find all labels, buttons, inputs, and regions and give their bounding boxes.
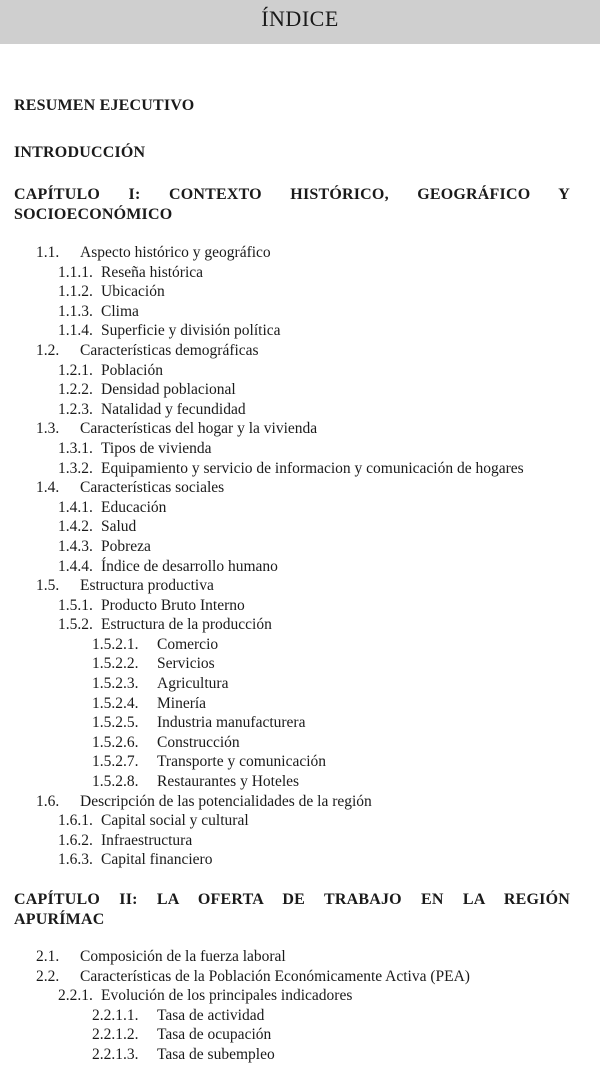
toc-entry-title: Población [101, 361, 163, 379]
toc-entry [0, 597, 600, 617]
toc-entry-number: 1.5.2.1. [92, 635, 139, 653]
toc-entry-number: 1.5.2.8. [92, 773, 139, 791]
toc-entry [0, 460, 600, 480]
toc-entry-title: Pobreza [101, 537, 151, 555]
toc-entry-number: 1.2.1. [58, 361, 93, 379]
toc-entry [0, 479, 600, 499]
toc-entry-number: 1.4.4. [58, 557, 93, 575]
toc-entry [0, 616, 600, 636]
toc-entry [0, 851, 600, 871]
toc-entry [0, 636, 600, 656]
toc-entry [0, 812, 600, 832]
toc-entry [0, 558, 600, 578]
toc-entry-number: 1.2. [36, 341, 60, 359]
toc-entry-number: 1.5.1. [58, 596, 93, 614]
toc-entry [0, 283, 600, 303]
toc-entry-title: Equipamiento y servicio de informacion y comunicación de hogares [101, 459, 524, 477]
toc-entry [0, 793, 600, 813]
toc-entry [0, 655, 600, 675]
toc-entry [0, 577, 600, 597]
toc-entry [0, 773, 600, 793]
toc-entry-number: 1.5.2.6. [92, 733, 139, 751]
toc-entry-title: Construcción [157, 733, 240, 751]
toc-entry [0, 753, 600, 773]
toc-entry [0, 381, 600, 401]
toc-entry-number: 1.2.3. [58, 400, 93, 418]
toc-entry-title: Índice de desarrollo humano [101, 557, 278, 575]
toc-entry-title: Estructura productiva [80, 577, 214, 595]
toc-entry [0, 420, 600, 440]
chapter-1-heading [14, 185, 570, 225]
chapter-1-entries [0, 244, 600, 871]
toc-entry [0, 714, 600, 734]
toc-entry [0, 440, 600, 460]
toc-entry-title: Superficie y división política [101, 322, 281, 340]
toc-entry [0, 303, 600, 323]
toc-entry-number: 1.5.2. [58, 616, 93, 634]
toc-entry [0, 499, 600, 519]
toc-entry-title: Transporte y comunicación [157, 753, 327, 771]
header-bar [0, 0, 600, 44]
toc-entry-title: Evolución de los principales indicadores [101, 987, 353, 1005]
toc-entry [0, 538, 600, 558]
toc-entry-number: 1.1.1. [58, 263, 93, 281]
toc-entry [0, 518, 600, 538]
toc-entry [0, 264, 600, 284]
toc-entry-title: Tasa de subempleo [157, 1045, 275, 1063]
toc-entry-number: 1.2.2. [58, 381, 93, 399]
toc-entry-title: Descripción de las potencialidades de la región [80, 792, 372, 810]
toc-entry-number: 1.1.3. [58, 302, 93, 320]
chapter-2-heading [14, 890, 570, 930]
toc-entry-number: 1.6.3. [58, 851, 93, 869]
toc-entry [0, 675, 600, 695]
toc-entry-number: 1.5. [36, 577, 60, 595]
toc-entry-title: Agricultura [157, 675, 229, 693]
toc-entry-title: Características de la Población Económicamente Activa (PEA) [80, 967, 470, 985]
section-introduccion: INTRODUCCIÓN [14, 144, 146, 161]
toc-entry-number: 2.2.1.2. [92, 1026, 139, 1044]
toc-entry-title: Natalidad y fecundidad [101, 400, 246, 418]
toc-entry [0, 987, 600, 1007]
toc-entry-number: 1.1.4. [58, 322, 93, 340]
toc-entry [0, 734, 600, 754]
toc-entry-title: Producto Bruto Interno [101, 596, 245, 614]
toc-entry-number: 1.4.2. [58, 518, 93, 536]
toc-entry-title: Salud [101, 518, 137, 536]
toc-entry-number: 1.5.2.4. [92, 694, 139, 712]
toc-entry [0, 1007, 600, 1027]
toc-entry-number: 2.2.1.3. [92, 1045, 139, 1063]
toc-entry-number: 1.6.1. [58, 812, 93, 830]
toc-entry-title: Clima [101, 302, 139, 320]
toc-entry-number: 1.6.2. [58, 831, 93, 849]
toc-entry-number: 1.5.2.7. [92, 753, 139, 771]
chapter-1-heading-line2: SOCIOECONÓMICO [14, 206, 173, 223]
toc-entry [0, 968, 600, 988]
toc-entry-title: Características demográficas [80, 341, 259, 359]
chapter-2-heading-line2: APURÍMAC [14, 911, 105, 928]
toc-entry-title: Educación [101, 498, 167, 516]
toc-entry-title: Características sociales [80, 479, 225, 497]
toc-entry [0, 832, 600, 852]
section-resumen-ejecutivo: RESUMEN EJECUTIVO [14, 97, 195, 114]
toc-entry-number: 1.5.2.2. [92, 655, 139, 673]
toc-entry-number: 2.2. [36, 967, 60, 985]
toc-entry-number: 1.1. [36, 244, 60, 261]
toc-entry [0, 1026, 600, 1046]
toc-entry-title: Industria manufacturera [157, 714, 306, 732]
toc-entry-number: 1.3.2. [58, 459, 93, 477]
toc-entry-title: Reseña histórica [101, 263, 204, 281]
toc-entry-title: Infraestructura [101, 831, 193, 849]
chapter-2-entries [0, 948, 600, 1066]
toc-entry [0, 322, 600, 342]
toc-entry [0, 244, 600, 264]
toc-entry-number: 1.5.2.3. [92, 675, 139, 693]
toc-entry-number: 1.4. [36, 479, 60, 497]
toc-entry [0, 401, 600, 421]
toc-entry-number: 2.1. [36, 948, 60, 965]
toc-entry-title: Tipos de vivienda [101, 439, 212, 457]
toc-entry-number: 1.5.2.5. [92, 714, 139, 732]
toc-entry-title: Composición de la fuerza laboral [80, 948, 286, 965]
toc-entry-number: 1.6. [36, 792, 60, 810]
toc-entry-title: Tasa de actividad [157, 1006, 265, 1024]
toc-entry-title: Ubicación [101, 283, 165, 301]
chapter-2-heading-line1: CAPÍTULO II: LA OFERTA DE TRABAJO EN LA REGIÓN [14, 891, 570, 908]
toc-entry [0, 342, 600, 362]
toc-entry [0, 948, 600, 968]
toc-entry-number: 1.3. [36, 420, 60, 438]
chapter-1-heading-line1: CAPÍTULO I: CONTEXTO HISTÓRICO, GEOGRÁFICO Y [14, 186, 570, 203]
toc-entry-title: Aspecto histórico y geográfico [80, 244, 271, 261]
toc-entry-title: Capital social y cultural [101, 812, 249, 830]
toc-entry-number: 1.4.1. [58, 498, 93, 516]
toc-entry-title: Minería [157, 694, 207, 712]
toc-entry-title: Características del hogar y la vivienda [80, 420, 318, 438]
toc-entry-number: 1.4.3. [58, 537, 93, 555]
toc-entry [0, 1046, 600, 1066]
toc-entry-number: 2.2.1.1. [92, 1006, 139, 1024]
toc-entry-title: Servicios [157, 655, 215, 673]
toc-entry [0, 695, 600, 715]
page-title: ÍNDICE [261, 6, 339, 31]
toc-entry-title: Restaurantes y Hoteles [157, 773, 300, 791]
toc-entry-number: 2.2.1. [58, 987, 93, 1005]
toc-entry-title: Tasa de ocupación [157, 1026, 272, 1044]
toc-entry-number: 1.3.1. [58, 439, 93, 457]
toc-entry [0, 362, 600, 382]
toc-entry-title: Capital financiero [101, 851, 213, 869]
toc-entry-title: Estructura de la producción [101, 616, 272, 634]
toc-entry-title: Comercio [157, 635, 219, 653]
toc-entry-number: 1.1.2. [58, 283, 93, 301]
toc-entry-title: Densidad poblacional [101, 381, 236, 399]
